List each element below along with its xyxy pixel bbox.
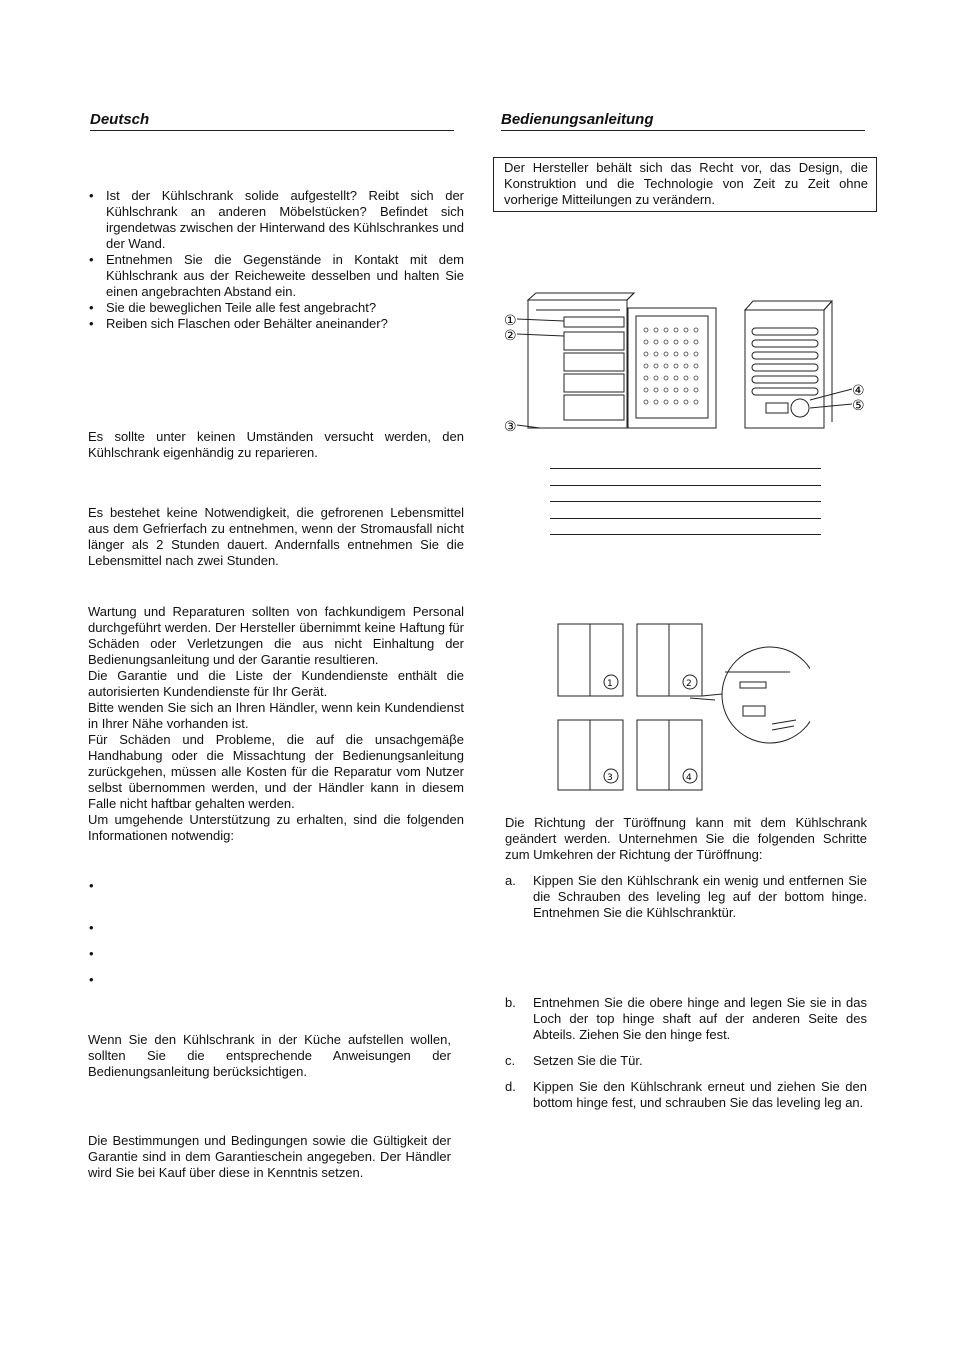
service-paragraph: Die Garantie und die Liste der Kundendienste enthält die autorisierten Kundendienste für Ihr Gerät.: [88, 668, 464, 699]
step-c: [505, 1053, 867, 1069]
service-paragraph: Bitte wenden Sie sich an Ihren Händler, wenn kein Kundendienst in Ihrer Nähe vorhanden ist.: [88, 700, 464, 731]
service-section: [88, 604, 464, 844]
power-outage-paragraph: Es bestehet keine Notwendigkeit, die gefrorenen Lebensmittel aus dem Gefrierfach zu entnehmen, wenn der Stromausfall nicht länger als 2 Stunden dauert. Andernfalls entnehmen Sie die Lebensmittel nach zwei Stunden.: [88, 505, 464, 568]
step-label: a.: [505, 873, 516, 888]
step-number: 2: [686, 679, 692, 689]
step-b: [505, 995, 867, 1043]
list-item: • Reiben sich Flaschen oder Behälter aneinander?: [88, 316, 464, 332]
fridge-parts-diagram: [500, 290, 880, 440]
step-a: [505, 873, 867, 921]
manufacturer-notice-box: Der Hersteller behält sich das Recht vor, das Design, die Konstruktion und die Technologie von Zeit zu Zeit ohne vorherige Mitteilungen zu verändern.: [493, 157, 877, 212]
kitchen-paragraph: Wenn Sie den Kühlschrank in der Küche aufstellen wollen, sollten Sie die entsprechende Anweisungen der Bedienungsanleitung berücksichtigen.: [88, 1032, 451, 1079]
callout-1: ①: [504, 313, 517, 329]
door-reversal-diagram: [550, 620, 810, 800]
table-rule: [550, 468, 821, 469]
step-number: 3: [607, 773, 613, 783]
empty-bullet: •: [89, 946, 94, 961]
check-list: [88, 188, 464, 332]
warranty-paragraph: Die Bestimmungen und Bedingungen sowie die Gültigkeit der Garantie sind in dem Garantieschein angegeben. Der Händler wird Sie bei Kauf über diese in Kenntnis setzen.: [88, 1133, 451, 1180]
header-left-title: Deutsch: [90, 111, 150, 128]
step-number: 4: [686, 773, 692, 783]
repair-note: Es sollte unter keinen Umständen versucht werden, den Kühlschrank eigenhändig zu reparieren.: [88, 429, 464, 460]
step-text: Kippen Sie den Kühlschrank ein wenig und entfernen Sie die Schrauben des leveling leg auf der bottom hinge. Entnehmen Sie die Kühlschranktür.: [533, 873, 867, 920]
table-rule: [550, 485, 821, 486]
header-right-title: Bedienungsanleitung: [501, 111, 654, 128]
door-intro-paragraph: Die Richtung der Türöffnung kann mit dem Kühlschrank geändert werden. Unternehmen Sie die folgenden Schritte zum Umkehren der Richtung der Türöffnung:: [505, 815, 867, 862]
list-item: • Entnehmen Sie die Gegenstände in Kontakt mit dem Kühlschrank aus der Reicheweite desselben und halten Sie einen angebrachten Abstand ein.: [88, 252, 464, 300]
service-paragraph: Wartung und Reparaturen sollten von fachkundigem Personal durchgeführt werden. Der Hersteller übernimmt keine Haftung für Schäden oder Verletzungen die aus nicht Einhaltung der Bedienungsanleitung und der Garantie resultieren.: [88, 604, 464, 667]
step-label: d.: [505, 1079, 516, 1094]
table-rule: [550, 501, 821, 502]
empty-bullet: •: [89, 920, 94, 935]
step-text: Entnehmen Sie die obere hinge and legen Sie sie in das Loch der top hinge shaft auf der anderen Seite des Abteils. Ziehen Sie den hinge fest.: [533, 995, 867, 1042]
step-label: b.: [505, 995, 516, 1010]
table-rule: [550, 518, 821, 519]
service-paragraph: Für Schäden und Probleme, die auf die unsachgemäβe Handhabung oder die Missachtung der Bedienungsanleitung zurückgehen, müssen alle Kosten für die Reparatur vom Nutzer selbst übernommen werden, und der Händler kann in diesem Falle nicht haftbar gehalten werden.: [88, 732, 464, 811]
callout-4: ④: [852, 383, 865, 399]
section-header-deutsch: [90, 112, 454, 131]
step-d: [505, 1079, 867, 1111]
callout-5: ⑤: [852, 398, 865, 414]
empty-bullet: •: [89, 972, 94, 987]
service-paragraph: Um umgehende Unterstützung zu erhalten, sind die folgenden Informationen notwendig:: [88, 812, 464, 843]
list-item: • Sie die beweglichen Teile alle fest angebracht?: [88, 300, 464, 316]
table-rule: [550, 534, 821, 535]
callout-2: ②: [504, 328, 517, 344]
step-text: Kippen Sie den Kühlschrank erneut und ziehen Sie den bottom hinge fest, und schrauben Sie das leveling leg an.: [533, 1079, 867, 1110]
section-header-bedienungsanleitung: [501, 112, 865, 131]
empty-bullet: •: [89, 878, 94, 893]
callout-3: ③: [504, 419, 517, 435]
step-label: c.: [505, 1053, 516, 1068]
list-item: • Ist der Kühlschrank solide aufgestellt? Reibt sich der Kühlschrank an anderen Möbelstücken? Befindet sich irgendetwas zwischen der Hinterwand des Kühlschrankes und der Wand.: [88, 188, 464, 252]
step-number: 1: [607, 679, 613, 689]
step-text: Setzen Sie die Tür.: [533, 1053, 643, 1068]
